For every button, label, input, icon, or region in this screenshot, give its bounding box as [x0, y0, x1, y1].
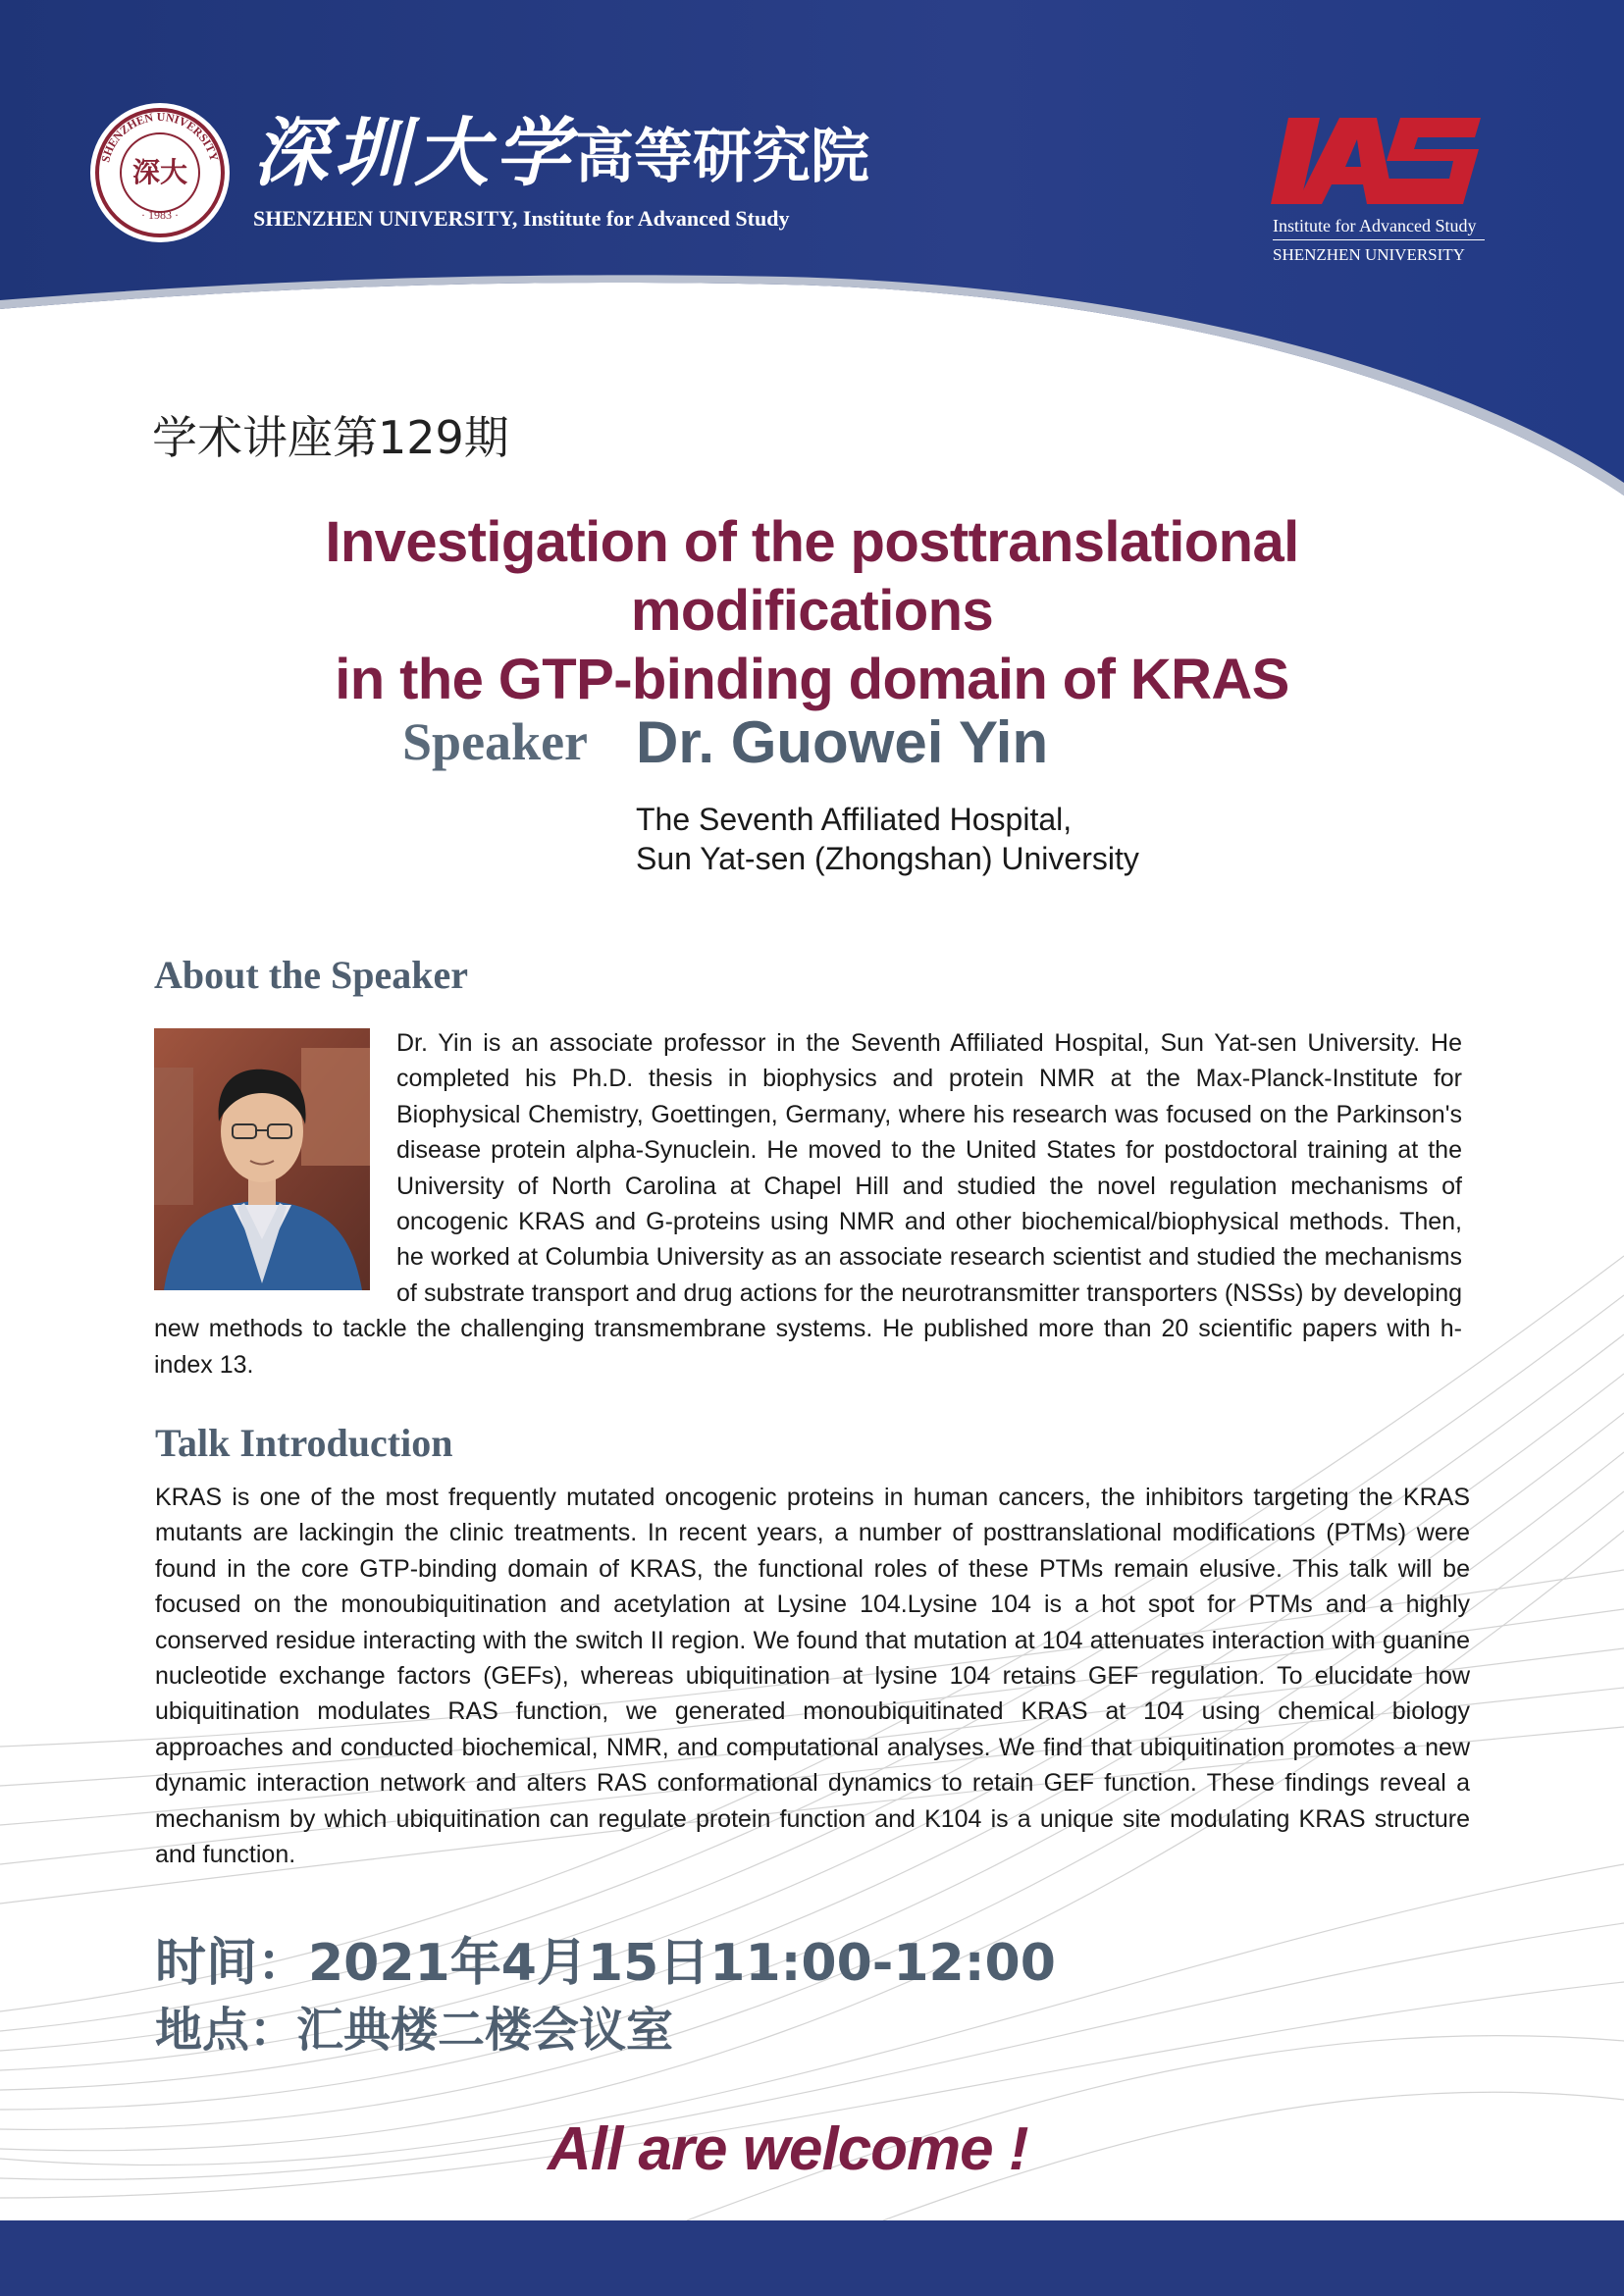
- ias-university-label: SHENZHEN UNIVERSITY: [1273, 245, 1465, 264]
- university-name-en: SHENZHEN UNIVERSITY, Institute for Advanced Study: [253, 206, 790, 231]
- ias-institute-label: Institute for Advanced Study: [1273, 216, 1485, 240]
- affiliation-line1: The Seventh Affiliated Hospital,: [636, 802, 1073, 837]
- svg-text:SHENZHEN UNIVERSITY: SHENZHEN UNIVERSITY: [98, 109, 222, 164]
- university-name-cn: 深圳大学: [253, 109, 575, 196]
- talk-title-line2: in the GTP-binding domain of KRAS: [335, 648, 1289, 711]
- talk-title-line1: Investigation of the posttranslational modifications: [325, 510, 1299, 643]
- bio-text: Dr. Yin is an associate professor in the Seventh Affiliated Hospital, Sun Yat-sen University. He completed his Ph.D. thesis in biophysics and protein NMR at the Max-Planck-Institute for Biophysical Chemistry, Goettingen, Germany, where his research was focused on the Parkinson's disease protein alpha-Synuclein. He moved to the United States for postdoctoral training at the University of North Carolina at Chapel Hill and studied the novel regulation mechanisms of oncogenic KRAS and G-proteins using NMR and other biochemical/biophysical methods. Then, he worked at Columbia University as an associate research scientist and studied the mechanisms of substrate transport and drug actions for the neurotransmitter transporters (NSSs) by developing new methods to tackle the challenging transmembrane systems. He published more than 20 scientific papers with h-index 13.: [154, 1029, 1462, 1379]
- event-location: 地点：汇典楼二楼会议室: [155, 2003, 674, 2058]
- university-seal-logo: [88, 101, 232, 244]
- about-speaker-heading: About the Speaker: [154, 953, 469, 997]
- speaker-photo: [154, 1028, 370, 1290]
- speaker-label: Speaker: [402, 712, 588, 771]
- welcome-message: All are welcome !: [548, 2115, 1028, 2183]
- footer-band: [0, 2220, 1624, 2296]
- institute-name-cn: 高等研究院: [575, 123, 869, 191]
- affiliation-line2: Sun Yat-sen (Zhongshan) University: [636, 841, 1139, 876]
- speaker-affiliation: [636, 800, 1139, 878]
- talk-introduction-heading: Talk Introduction: [155, 1421, 453, 1465]
- speaker-name: Dr. Guowei Yin: [636, 709, 1049, 775]
- svg-text:深大: 深大: [131, 156, 188, 188]
- talk-abstract: KRAS is one of the most frequently mutated oncogenic proteins in human cancers, the inhibitors targeting the KRAS mutants are lackingin the clinic treatments. In recent years, a number of posttranslational modifications (PTMs) were found in the core GTP-binding domain of KRAS, the functional roles of these PTMs remain elusive. This talk will be focused on the monoubiquitination and acetylation at Lysine 104.Lysine 104 is a hot spot for PTMs and a highly conserved residue interacting with the switch II region. We found that mutation at 104 attenuates interaction with guanine nucleotide exchange factors (GEFs), whereas ubiquitination at lysine 104 retains GEF regulation. To elucidate how ubiquitination modulates RAS function, we generated monoubiquitinated KRAS at 104 using chemical biology approaches and conducted biochemical, NMR, and computational analyses. We find that ubiquitination promotes a new dynamic interaction network and alters RAS conformational dynamics to retain GEF function. These findings reveal a mechanism by which ubiquitination can regulate protein function and K104 is a unique site modulating KRAS structure and function.: [155, 1484, 1470, 1869]
- lecture-series-number: 学术讲座第129期: [152, 411, 509, 464]
- svg-text:· 1983 ·: · 1983 ·: [141, 208, 179, 222]
- talk-title: [137, 508, 1487, 714]
- ias-logo: [1271, 110, 1487, 212]
- event-time: 时间：2021年4月15日11:00-12:00: [155, 1934, 1056, 1993]
